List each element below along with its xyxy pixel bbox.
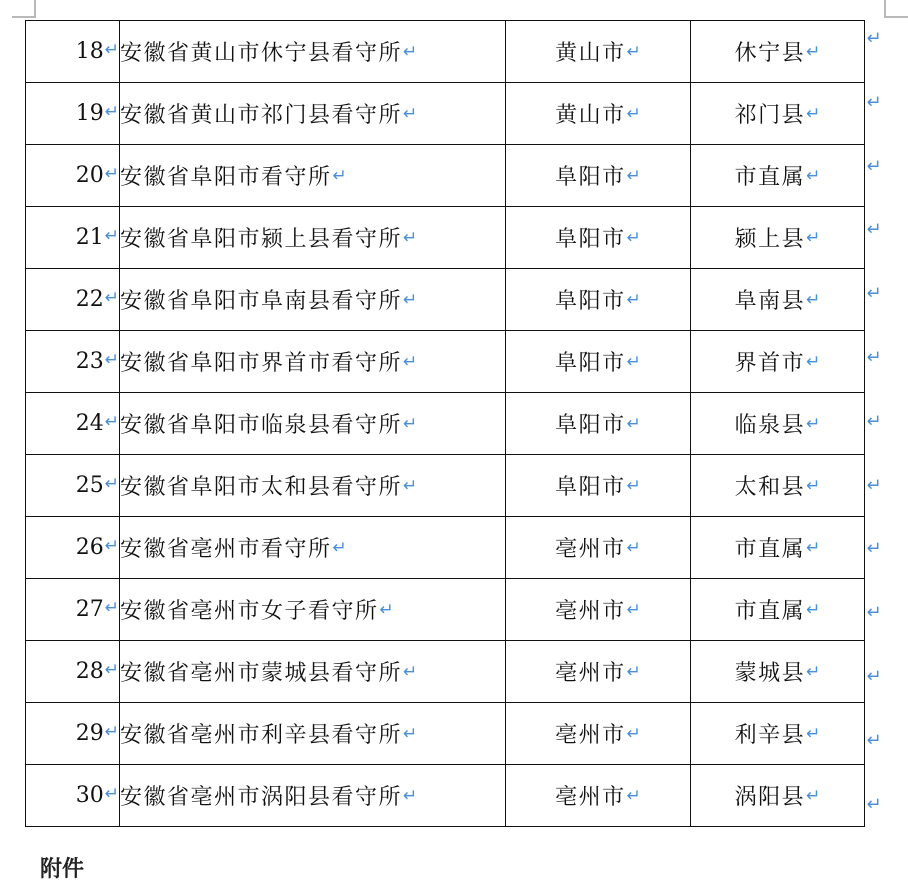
city-name-cell[interactable] xyxy=(506,393,691,455)
paragraph-mark-icon: ↵ xyxy=(626,166,641,186)
paragraph-mark-icon: ↵ xyxy=(806,104,821,124)
county-name: 太和县 xyxy=(734,475,806,500)
row-number-cell[interactable] xyxy=(26,579,120,641)
table-row xyxy=(26,207,865,269)
city-name: 黄山市 xyxy=(555,41,626,66)
paragraph-mark-icon: ↵ xyxy=(104,350,119,370)
city-name: 阜阳市 xyxy=(555,227,626,252)
city-name: 黄山市 xyxy=(555,103,626,128)
facility-name-cell[interactable] xyxy=(120,517,506,579)
paragraph-mark-icon: ↵ xyxy=(626,476,641,496)
paragraph-mark-icon: ↵ xyxy=(403,786,418,806)
row-number: 19 xyxy=(75,101,104,126)
facility-name: 安徽省阜阳市临泉县看守所 xyxy=(120,413,403,438)
facility-name-cell[interactable] xyxy=(120,269,506,331)
table-row xyxy=(26,455,865,517)
county-name-cell[interactable] xyxy=(691,703,865,765)
city-name-cell[interactable] xyxy=(506,455,691,517)
facility-name-cell[interactable] xyxy=(120,207,506,269)
table-row xyxy=(26,331,865,393)
paragraph-mark-icon: ↵ xyxy=(403,352,418,372)
facility-name: 安徽省阜阳市颍上县看守所 xyxy=(120,227,403,252)
city-name: 亳州市 xyxy=(555,537,626,562)
county-name: 休宁县 xyxy=(734,41,806,66)
facility-name: 安徽省亳州市涡阳县看守所 xyxy=(120,785,403,810)
row-number-cell[interactable] xyxy=(26,765,120,827)
row-number-cell[interactable] xyxy=(26,703,120,765)
facility-name: 安徽省亳州市利辛县看守所 xyxy=(120,723,403,748)
city-name: 阜阳市 xyxy=(555,351,626,376)
table-row xyxy=(26,703,865,765)
row-end-mark-icon: ↵ xyxy=(866,410,882,432)
paragraph-mark-icon: ↵ xyxy=(626,104,641,124)
row-number: 18 xyxy=(75,39,104,64)
table-row xyxy=(26,579,865,641)
county-name-cell[interactable] xyxy=(691,765,865,827)
row-number: 25 xyxy=(75,473,104,498)
paragraph-mark-icon: ↵ xyxy=(806,662,821,682)
city-name-cell[interactable] xyxy=(506,331,691,393)
paragraph-mark-icon: ↵ xyxy=(626,414,641,434)
facility-name: 安徽省亳州市蒙城县看守所 xyxy=(120,661,403,686)
county-name-cell[interactable] xyxy=(691,21,865,83)
table-row xyxy=(26,517,865,579)
row-number-cell[interactable] xyxy=(26,393,120,455)
city-name: 阜阳市 xyxy=(555,413,626,438)
paragraph-mark-icon: ↵ xyxy=(403,476,418,496)
table-row xyxy=(26,145,865,207)
row-number-cell[interactable] xyxy=(26,207,120,269)
facility-name-cell[interactable] xyxy=(120,145,506,207)
city-name-cell[interactable] xyxy=(506,21,691,83)
county-name-cell[interactable] xyxy=(691,269,865,331)
table-row xyxy=(26,269,865,331)
facility-name: 安徽省亳州市看守所 xyxy=(120,537,332,562)
paragraph-mark-icon: ↵ xyxy=(626,42,641,62)
paragraph-mark-icon: ↵ xyxy=(104,722,119,742)
county-name-cell[interactable] xyxy=(691,207,865,269)
paragraph-mark-icon: ↵ xyxy=(806,166,821,186)
row-number: 20 xyxy=(75,163,104,188)
paragraph-mark-icon: ↵ xyxy=(403,42,418,62)
city-name: 亳州市 xyxy=(555,723,626,748)
row-number-cell[interactable] xyxy=(26,331,120,393)
county-name: 临泉县 xyxy=(734,413,806,438)
facility-name: 安徽省阜阳市太和县看守所 xyxy=(120,475,403,500)
row-number: 21 xyxy=(75,225,104,250)
paragraph-mark-icon: ↵ xyxy=(806,600,821,620)
row-end-mark-icon: ↵ xyxy=(866,602,882,624)
paragraph-mark-icon: ↵ xyxy=(806,786,821,806)
facility-name-cell[interactable] xyxy=(120,579,506,641)
county-name: 颍上县 xyxy=(734,227,806,252)
row-number: 22 xyxy=(75,287,104,312)
row-end-mark-icon: ↵ xyxy=(866,219,882,241)
paragraph-mark-icon: ↵ xyxy=(806,476,821,496)
paragraph-mark-icon: ↵ xyxy=(626,352,641,372)
city-name-cell[interactable] xyxy=(506,579,691,641)
city-name-cell[interactable] xyxy=(506,145,691,207)
county-name: 阜南县 xyxy=(734,289,806,314)
paragraph-mark-icon: ↵ xyxy=(806,724,821,744)
paragraph-mark-icon: ↵ xyxy=(626,600,641,620)
facility-name: 安徽省黄山市祁门县看守所 xyxy=(120,103,403,128)
facility-name: 安徽省阜阳市界首市看守所 xyxy=(120,351,403,376)
row-number: 28 xyxy=(75,659,104,684)
city-name-cell[interactable] xyxy=(506,207,691,269)
facility-name: 安徽省亳州市女子看守所 xyxy=(120,599,379,624)
paragraph-mark-icon: ↵ xyxy=(806,42,821,62)
city-name-cell[interactable] xyxy=(506,703,691,765)
paragraph-mark-icon: ↵ xyxy=(104,226,119,246)
facility-name: 安徽省阜阳市阜南县看守所 xyxy=(120,289,403,314)
detention-center-table xyxy=(25,20,865,827)
county-name-cell[interactable] xyxy=(691,145,865,207)
paragraph-mark-icon: ↵ xyxy=(104,536,119,556)
facility-name-cell[interactable] xyxy=(120,703,506,765)
row-end-mark-icon: ↵ xyxy=(866,729,882,751)
crop-mark-top-left xyxy=(12,0,36,18)
county-name-cell[interactable] xyxy=(691,641,865,703)
facility-name-cell[interactable] xyxy=(120,393,506,455)
row-number: 30 xyxy=(75,783,104,808)
crop-mark-top-right xyxy=(884,0,908,18)
city-name-cell[interactable] xyxy=(506,269,691,331)
paragraph-mark-icon: ↵ xyxy=(806,228,821,248)
row-number: 24 xyxy=(75,411,104,436)
paragraph-mark-icon: ↵ xyxy=(104,598,119,618)
paragraph-mark-icon: ↵ xyxy=(104,784,119,804)
paragraph-mark-icon: ↵ xyxy=(403,104,418,124)
row-number-cell[interactable] xyxy=(26,269,120,331)
paragraph-mark-icon: ↵ xyxy=(332,166,347,186)
county-name-cell[interactable] xyxy=(691,393,865,455)
facility-name-cell[interactable] xyxy=(120,21,506,83)
row-number-cell[interactable] xyxy=(26,21,120,83)
county-name: 市直属 xyxy=(734,537,806,562)
facility-name-cell[interactable] xyxy=(120,765,506,827)
row-number: 23 xyxy=(75,349,104,374)
county-name: 市直属 xyxy=(734,165,806,190)
paragraph-mark-icon: ↵ xyxy=(332,538,347,558)
city-name: 阜阳市 xyxy=(555,289,626,314)
paragraph-mark-icon: ↵ xyxy=(626,538,641,558)
facility-name-cell[interactable] xyxy=(120,331,506,393)
facility-name-cell[interactable] xyxy=(120,455,506,517)
paragraph-mark-icon: ↵ xyxy=(806,352,821,372)
row-number-cell[interactable] xyxy=(26,83,120,145)
row-number-cell[interactable] xyxy=(26,641,120,703)
paragraph-mark-icon: ↵ xyxy=(379,600,394,620)
paragraph-mark-icon: ↵ xyxy=(104,40,119,60)
city-name: 亳州市 xyxy=(555,661,626,686)
paragraph-mark-icon: ↵ xyxy=(403,228,418,248)
table-row xyxy=(26,21,865,83)
row-end-mark-icon: ↵ xyxy=(866,155,882,177)
row-end-mark-icon: ↵ xyxy=(866,793,882,815)
table-row xyxy=(26,393,865,455)
facility-name-cell[interactable] xyxy=(120,83,506,145)
city-name: 亳州市 xyxy=(555,599,626,624)
row-end-mark-icon: ↵ xyxy=(866,347,882,368)
table-row xyxy=(26,641,865,703)
row-number: 27 xyxy=(75,597,104,622)
row-number: 29 xyxy=(75,721,104,746)
paragraph-mark-icon: ↵ xyxy=(403,662,418,682)
city-name-cell[interactable] xyxy=(506,641,691,703)
paragraph-mark-icon: ↵ xyxy=(806,414,821,434)
city-name-cell[interactable] xyxy=(506,517,691,579)
paragraph-mark-icon: ↵ xyxy=(104,288,119,308)
paragraph-mark-icon: ↵ xyxy=(104,102,119,122)
row-end-mark-icon: ↵ xyxy=(866,474,882,496)
county-name-cell[interactable] xyxy=(691,83,865,145)
row-end-mark-icon: ↵ xyxy=(866,666,882,687)
paragraph-mark-icon: ↵ xyxy=(104,660,119,680)
paragraph-mark-icon: ↵ xyxy=(626,662,641,682)
facility-name: 安徽省阜阳市看守所 xyxy=(120,165,332,190)
county-name: 利辛县 xyxy=(734,723,806,748)
paragraph-mark-icon: ↵ xyxy=(806,290,821,310)
paragraph-mark-icon: ↵ xyxy=(806,538,821,558)
footer-heading-fragment: 附件 xyxy=(40,856,85,882)
county-name: 祁门县 xyxy=(734,103,806,128)
county-name: 界首市 xyxy=(734,351,806,376)
paragraph-mark-icon: ↵ xyxy=(104,164,119,184)
county-name-cell[interactable] xyxy=(691,579,865,641)
row-number-cell[interactable] xyxy=(26,517,120,579)
county-name: 市直属 xyxy=(734,599,806,624)
paragraph-mark-icon: ↵ xyxy=(104,474,119,494)
paragraph-mark-icon: ↵ xyxy=(626,724,641,744)
row-end-mark-icon: ↵ xyxy=(866,538,882,560)
row-number-cell[interactable] xyxy=(26,145,120,207)
row-end-mark-icon: ↵ xyxy=(866,91,882,113)
city-name: 阜阳市 xyxy=(555,475,626,500)
paragraph-mark-icon: ↵ xyxy=(626,786,641,806)
row-number: 26 xyxy=(75,535,104,560)
county-name: 蒙城县 xyxy=(734,661,806,686)
county-name-cell[interactable] xyxy=(691,455,865,517)
row-end-mark-icon: ↵ xyxy=(866,28,882,49)
paragraph-mark-icon: ↵ xyxy=(104,412,119,432)
paragraph-mark-icon: ↵ xyxy=(403,414,418,434)
county-name-cell[interactable] xyxy=(691,517,865,579)
paragraph-mark-icon: ↵ xyxy=(626,290,641,310)
city-name-cell[interactable] xyxy=(506,83,691,145)
city-name: 阜阳市 xyxy=(555,165,626,190)
county-name-cell[interactable] xyxy=(691,331,865,393)
city-name-cell[interactable] xyxy=(506,765,691,827)
table-row xyxy=(26,765,865,827)
paragraph-mark-icon: ↵ xyxy=(626,228,641,248)
county-name: 涡阳县 xyxy=(734,785,806,810)
facility-name: 安徽省黄山市休宁县看守所 xyxy=(120,41,403,66)
row-number-cell[interactable] xyxy=(26,455,120,517)
paragraph-mark-icon: ↵ xyxy=(403,724,418,744)
city-name: 亳州市 xyxy=(555,785,626,810)
table-row xyxy=(26,83,865,145)
row-end-mark-icon: ↵ xyxy=(866,283,882,305)
paragraph-mark-icon: ↵ xyxy=(403,290,418,310)
facility-name-cell[interactable] xyxy=(120,641,506,703)
